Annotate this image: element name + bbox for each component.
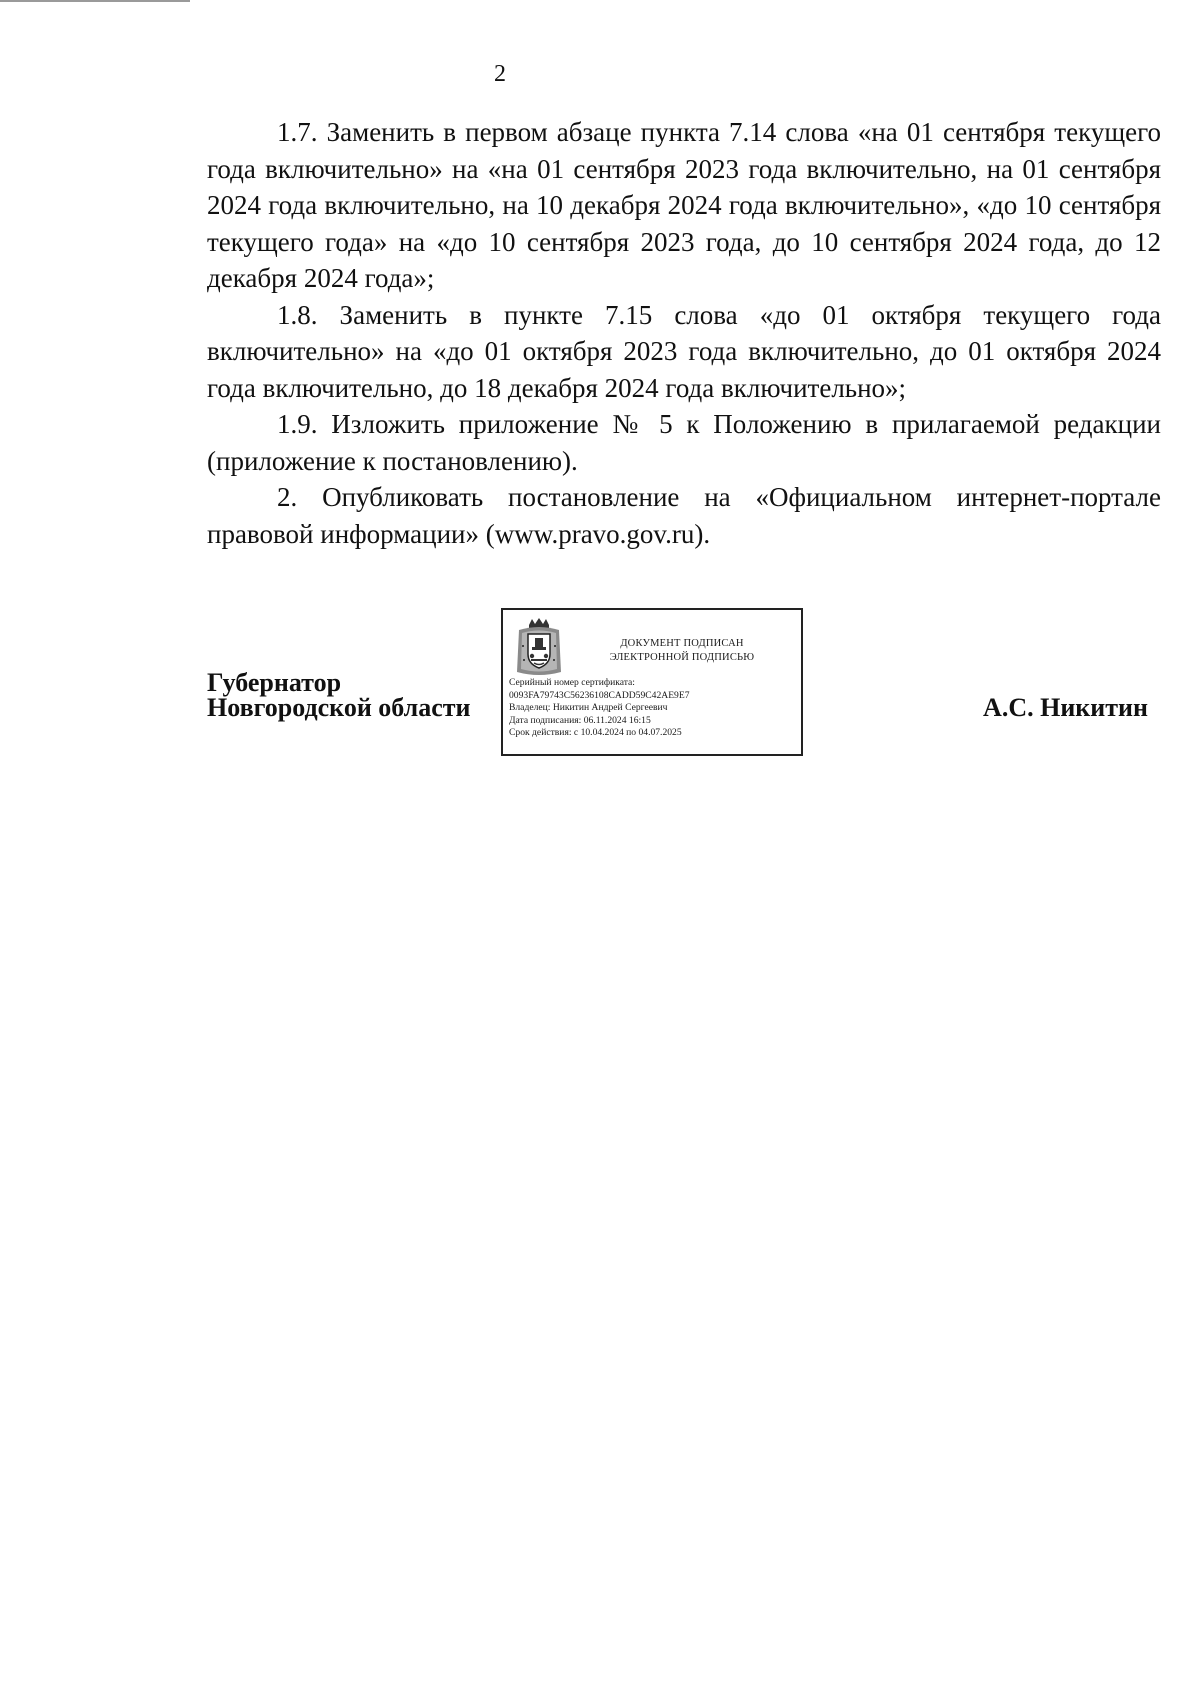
electronic-signature-stamp (501, 608, 803, 756)
regional-coat-of-arms-icon (513, 616, 565, 678)
signer-title-line-2: Новгородской области (207, 693, 471, 722)
paragraph-1-7: 1.7. Заменить в первом абзаце пункта 7.14 слова «на 01 сентября текущего года включительно» на «на 01 сентября 2023 года включительно, на 01 сентября 2024 года включительно, на 10 декабря 2024 года включительно», «до 10 сентября текущего года» на «до 10 сентября 2023 года, до 10 сентября 2024 года, до 12 декабря 2024 года»; (207, 117, 1161, 293)
stamp-signed-date: Дата подписания: 06.11.2024 16:15 (509, 714, 651, 726)
stamp-heading (571, 637, 793, 665)
signer-title-line-1: Губернатор (207, 668, 342, 697)
stamp-details (509, 677, 799, 740)
stamp-heading-line-1: ДОКУМЕНТ ПОДПИСАН (620, 638, 744, 649)
stamp-validity: Срок действия: с 10.04.2024 по 04.07.2025 (509, 727, 682, 739)
signer-name: А.С. Никитин (983, 693, 1148, 722)
stamp-owner: Владелец: Никитин Андрей Сергеевич (509, 702, 668, 714)
paragraph-1-8: 1.8. Заменить в пункте 7.15 слова «до 01 октября текущего года включительно» на «до 01 октября 2023 года включительно, до 01 октября 2024 года включительно, до 18 декабря 2024 года включительно»; (207, 299, 1161, 403)
paragraph-2: 2. Опубликовать постановление на «Официальном интернет-портале правовой информации» (www.pravo.gov.ru). (207, 482, 1161, 549)
signer-title (207, 670, 497, 720)
stamp-serial-label: Серийный номер сертификата: (509, 677, 635, 688)
stamp-serial-value: 0093FA79743C56236108CADD59C42AE9E7 (509, 689, 690, 701)
paragraph-1-9: 1.9. Изложить приложение № 5 к Положению в прилагаемой редакции (приложение к постановлению). (207, 409, 1161, 476)
page-number: 2 (494, 61, 506, 87)
stamp-heading-line-2: ЭЛЕКТРОННОЙ ПОДПИСЬЮ (609, 652, 755, 663)
document-body (207, 114, 1161, 552)
signature-block (207, 608, 1161, 758)
top-edge-rule (0, 0, 190, 2)
